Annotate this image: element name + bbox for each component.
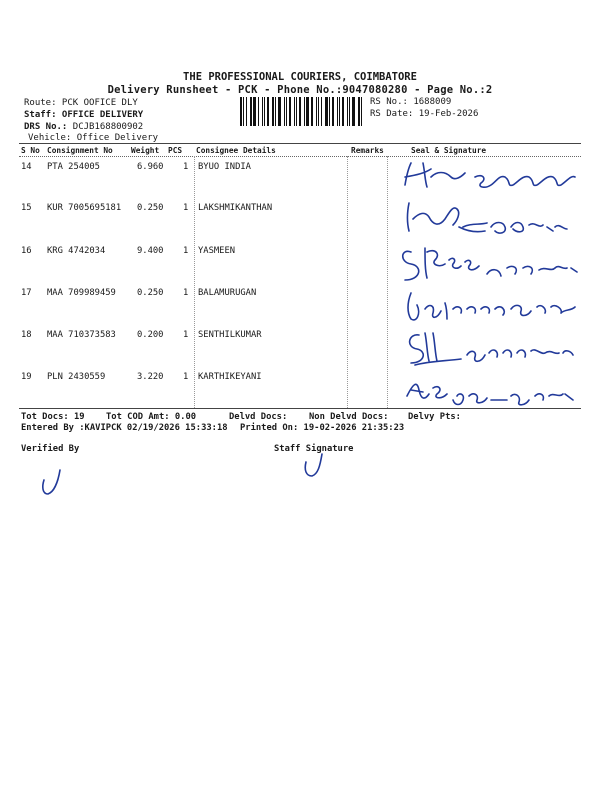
col-header-pcs: PCS (168, 146, 183, 155)
row-weight: 3.220 (137, 372, 164, 382)
drs-label: DRS No.: (24, 122, 68, 132)
rs-date: RS Date: 19-Feb-2026 (370, 109, 479, 119)
table-top-rule (19, 143, 581, 144)
col-header-weight: Weight (131, 146, 160, 155)
table-bottom-rule (19, 408, 581, 409)
row-consignee: BYUO INDIA (198, 162, 251, 172)
row-pcs: 1 (183, 288, 189, 298)
col-header-sno: S No (21, 146, 40, 155)
company-title: THE PROFESSIONAL COURIERS, COIMBATORE (183, 71, 417, 83)
signature-6 (395, 370, 585, 412)
drs-value: DCJB168800902 (72, 122, 144, 132)
row-pcs: 1 (183, 372, 189, 382)
column-separator (387, 156, 388, 408)
row-sno: 15 (21, 203, 32, 213)
entered-by: Entered By :KAVIPCK 02/19/2026 15:33:18 (21, 423, 228, 433)
verified-by-label: Verified By (21, 444, 80, 454)
row-sno: 18 (21, 330, 32, 340)
row-consignee: SENTHILKUMAR (198, 330, 262, 340)
verified-tick-mark (36, 466, 66, 498)
row-pcs: 1 (183, 330, 189, 340)
drs-barcode (240, 97, 366, 126)
runsheet-subtitle: Delivery Runsheet - PCK - Phone No.:9047080280 - Page No.:2 (107, 84, 493, 96)
col-header-signature: Seal & Signature (411, 146, 487, 155)
signature-1 (395, 155, 585, 195)
row-consignment: MAA 710373583 (47, 330, 116, 340)
total-cod-amount: Tot COD Amt: 0.00 (106, 412, 197, 422)
row-pcs: 1 (183, 203, 189, 213)
col-header-consignment: Consignment No (47, 146, 113, 155)
rs-number: RS No.: 1688009 (370, 97, 452, 107)
row-weight: 0.250 (137, 203, 164, 213)
row-sno: 19 (21, 372, 32, 382)
row-sno: 14 (21, 162, 32, 172)
row-pcs: 1 (183, 246, 189, 256)
staff-signature-label: Staff Signature (274, 444, 354, 454)
row-consignee: YASMEEN (198, 246, 236, 256)
row-weight: 0.250 (137, 288, 164, 298)
row-consignment: MAA 709989459 (47, 288, 116, 298)
row-pcs: 1 (183, 162, 189, 172)
row-consignee: LAKSHMIKANTHAN (198, 203, 273, 213)
delivered-docs: Delvd Docs: (229, 412, 288, 422)
row-consignment: KUR 7005695181 (47, 203, 122, 213)
delivery-points: Delvy Pts: (408, 412, 461, 422)
drs-number (24, 122, 143, 132)
vehicle-label: Vehicle: Office Delivery (28, 133, 159, 143)
total-docs: Tot Docs: 19 (21, 412, 85, 422)
route-label: Route: PCK OOFICE DLY (24, 98, 138, 108)
row-sno: 16 (21, 246, 32, 256)
row-weight: 6.960 (137, 162, 164, 172)
row-consignee: BALAMURUGAN (198, 288, 257, 298)
signature-5 (395, 325, 585, 371)
signature-2 (395, 197, 585, 239)
non-delivered-docs: Non Delvd Docs: (309, 412, 389, 422)
row-consignment: PTA 254005 (47, 162, 100, 172)
staff-label: Staff: OFFICE DELIVERY (24, 110, 144, 120)
row-weight: 0.200 (137, 330, 164, 340)
row-sno: 17 (21, 288, 32, 298)
row-consignee: KARTHIKEYANI (198, 372, 262, 382)
signature-4 (395, 283, 585, 327)
staff-tick-mark (302, 452, 328, 482)
col-header-consignee: Consignee Details (196, 146, 276, 155)
column-separator (347, 156, 348, 408)
row-weight: 9.400 (137, 246, 164, 256)
row-consignment: PLN 2430559 (47, 372, 106, 382)
col-header-remarks: Remarks (351, 146, 384, 155)
row-consignment: KRG 4742034 (47, 246, 106, 256)
column-separator (194, 156, 195, 408)
signature-3 (395, 238, 585, 286)
printed-on: Printed On: 19-02-2026 21:35:23 (240, 423, 405, 433)
